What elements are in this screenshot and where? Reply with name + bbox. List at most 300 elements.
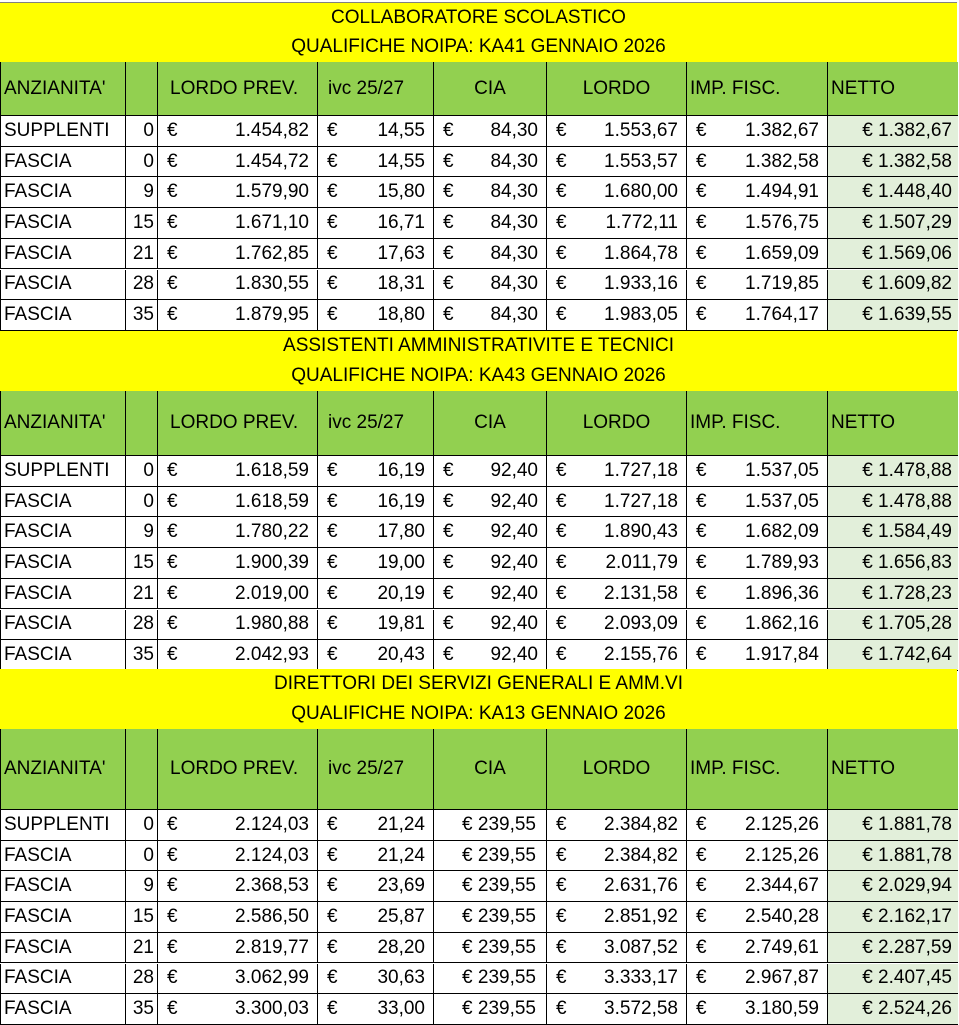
row-years: 9 bbox=[143, 875, 154, 897]
cell bbox=[827, 239, 958, 269]
column-header bbox=[125, 62, 157, 115]
lordo-prev-value: 1.980,88 bbox=[235, 613, 309, 635]
row-years: 0 bbox=[143, 119, 154, 141]
ivc-value: 16,71 bbox=[377, 211, 425, 233]
lordo-value: 2.131,58 bbox=[604, 582, 678, 604]
euro-sign: € bbox=[556, 998, 567, 1020]
cia-value: 92,40 bbox=[490, 582, 538, 604]
column-header bbox=[317, 62, 433, 115]
column-header bbox=[686, 391, 827, 455]
column-header-label: LORDO PREV. bbox=[170, 412, 299, 433]
cell bbox=[686, 548, 827, 578]
cell bbox=[0, 871, 125, 901]
row-years: 35 bbox=[132, 304, 154, 326]
table-row bbox=[0, 810, 958, 841]
euro-sign: € bbox=[327, 304, 338, 326]
column-header bbox=[0, 62, 125, 115]
column-header bbox=[157, 391, 317, 455]
cell bbox=[0, 517, 125, 547]
cell bbox=[686, 270, 827, 300]
euro-sign: € bbox=[696, 242, 707, 264]
column-header bbox=[317, 729, 433, 809]
ivc-value: 14,55 bbox=[377, 119, 425, 141]
lordo-prev-value: 2.019,00 bbox=[235, 582, 309, 604]
lordo-value: 1.727,18 bbox=[604, 459, 678, 481]
cia-value: 92,40 bbox=[490, 613, 538, 635]
cell bbox=[317, 300, 433, 330]
euro-sign: € bbox=[556, 521, 567, 543]
cell bbox=[546, 456, 686, 486]
lordo-value: 2.093,09 bbox=[604, 613, 678, 635]
cia-value: 84,30 bbox=[490, 181, 538, 203]
table-row bbox=[0, 610, 958, 641]
lordo-value: 2.011,79 bbox=[605, 551, 678, 573]
row-label: FASCIA bbox=[4, 211, 72, 233]
column-header bbox=[125, 729, 157, 809]
euro-sign: € bbox=[696, 936, 707, 958]
euro-sign: € bbox=[327, 875, 338, 897]
lordo-value: 2.155,76 bbox=[604, 644, 678, 666]
row-label: FASCIA bbox=[4, 844, 72, 866]
cell bbox=[0, 239, 125, 269]
lordo-prev-value: 1.879,95 bbox=[235, 304, 309, 326]
cell bbox=[125, 487, 157, 517]
ivc-value: 15,80 bbox=[377, 181, 425, 203]
cell bbox=[827, 994, 958, 1024]
cell bbox=[157, 841, 317, 871]
euro-sign: € bbox=[696, 490, 707, 512]
imp-fisc-value: 1.537,05 bbox=[745, 490, 819, 512]
cell bbox=[546, 610, 686, 640]
column-header-label: ivc 25/27 bbox=[328, 412, 405, 433]
euro-sign: € bbox=[327, 905, 338, 927]
table-row bbox=[0, 177, 958, 208]
cell bbox=[317, 517, 433, 547]
ivc-value: 25,87 bbox=[377, 905, 425, 927]
cell bbox=[827, 147, 958, 177]
lordo-prev-value: 2.819,77 bbox=[235, 936, 309, 958]
euro-sign: € bbox=[696, 304, 707, 326]
cell bbox=[827, 548, 958, 578]
cell bbox=[546, 517, 686, 547]
euro-sign: € bbox=[556, 150, 567, 172]
euro-sign: € bbox=[167, 211, 178, 233]
row-years: 9 bbox=[143, 181, 154, 203]
cell bbox=[125, 640, 157, 670]
euro-sign: € bbox=[167, 304, 178, 326]
column-header-row bbox=[0, 391, 958, 456]
row-years: 15 bbox=[132, 211, 154, 233]
row-label: FASCIA bbox=[4, 936, 72, 958]
euro-sign: € bbox=[696, 613, 707, 635]
euro-sign: € bbox=[696, 998, 707, 1020]
section-title-text: COLLABORATORE SCOLASTICO bbox=[331, 7, 626, 28]
ivc-value: 19,00 bbox=[377, 551, 425, 573]
euro-sign: € bbox=[556, 582, 567, 604]
euro-sign: € bbox=[327, 211, 338, 233]
row-label: FASCIA bbox=[4, 644, 72, 666]
cell bbox=[317, 456, 433, 486]
euro-sign: € bbox=[696, 150, 707, 172]
euro-sign: € bbox=[443, 119, 454, 141]
cell bbox=[433, 871, 546, 901]
ivc-value: 16,19 bbox=[377, 490, 425, 512]
cell bbox=[0, 810, 125, 840]
lordo-value: 1.553,57 bbox=[604, 150, 678, 172]
cia-value: 84,30 bbox=[490, 150, 538, 172]
row-years: 9 bbox=[143, 521, 154, 543]
cell bbox=[157, 579, 317, 609]
lordo-prev-value: 1.671,10 bbox=[235, 211, 309, 233]
cell bbox=[0, 300, 125, 330]
column-header-label: LORDO bbox=[582, 412, 651, 433]
column-header bbox=[433, 729, 546, 809]
cell bbox=[0, 147, 125, 177]
euro-sign: € bbox=[696, 582, 707, 604]
netto-value: € 1.382,58 bbox=[862, 150, 952, 172]
lordo-value: 1.680,00 bbox=[604, 181, 678, 203]
ivc-value: 28,20 bbox=[377, 936, 425, 958]
table-row bbox=[0, 640, 958, 671]
cell bbox=[686, 147, 827, 177]
euro-sign: € bbox=[696, 813, 707, 835]
cell bbox=[317, 147, 433, 177]
euro-sign: € bbox=[556, 613, 567, 635]
euro-sign: € bbox=[327, 813, 338, 835]
lordo-value: 1.983,05 bbox=[604, 304, 678, 326]
euro-sign: € bbox=[327, 936, 338, 958]
column-header bbox=[125, 391, 157, 455]
cell bbox=[686, 994, 827, 1024]
cell bbox=[157, 902, 317, 932]
column-header-label: IMP. FISC. bbox=[690, 412, 781, 433]
cell bbox=[827, 177, 958, 207]
ivc-value: 33,00 bbox=[377, 998, 425, 1020]
column-header bbox=[686, 62, 827, 115]
column-header-label: CIA bbox=[474, 758, 506, 779]
ivc-value: 18,80 bbox=[377, 304, 425, 326]
netto-value: € 2.287,59 bbox=[862, 936, 952, 958]
table-row bbox=[0, 964, 958, 995]
lordo-prev-value: 2.586,50 bbox=[235, 905, 309, 927]
euro-sign: € bbox=[327, 582, 338, 604]
row-label: FASCIA bbox=[4, 905, 72, 927]
netto-value: € 1.382,67 bbox=[862, 119, 952, 141]
cell bbox=[157, 208, 317, 238]
euro-sign: € bbox=[443, 304, 454, 326]
cell bbox=[686, 239, 827, 269]
cell bbox=[157, 810, 317, 840]
euro-sign: € bbox=[327, 490, 338, 512]
row-years: 0 bbox=[143, 844, 154, 866]
euro-sign: € bbox=[556, 844, 567, 866]
cell bbox=[125, 933, 157, 963]
cell bbox=[317, 487, 433, 517]
row-label: FASCIA bbox=[4, 875, 72, 897]
euro-sign: € bbox=[696, 844, 707, 866]
cell bbox=[125, 300, 157, 330]
cia-value: € 239,55 bbox=[462, 813, 536, 835]
cell bbox=[0, 640, 125, 670]
euro-sign: € bbox=[327, 998, 338, 1020]
table-row bbox=[0, 487, 958, 518]
euro-sign: € bbox=[327, 644, 338, 666]
cell bbox=[433, 841, 546, 871]
cell bbox=[317, 933, 433, 963]
imp-fisc-value: 1.789,93 bbox=[745, 551, 819, 573]
column-header bbox=[433, 62, 546, 115]
row-years: 0 bbox=[143, 813, 154, 835]
cell bbox=[125, 177, 157, 207]
imp-fisc-value: 2.540,28 bbox=[745, 905, 819, 927]
column-header-label: ANZIANITA' bbox=[4, 758, 106, 779]
cell bbox=[157, 177, 317, 207]
euro-sign: € bbox=[327, 521, 338, 543]
imp-fisc-value: 1.862,16 bbox=[745, 613, 819, 635]
euro-sign: € bbox=[696, 211, 707, 233]
lordo-prev-value: 1.618,59 bbox=[235, 490, 309, 512]
column-header-label: ANZIANITA' bbox=[4, 77, 106, 99]
cell bbox=[125, 270, 157, 300]
cell bbox=[827, 810, 958, 840]
cell bbox=[686, 871, 827, 901]
cell bbox=[0, 964, 125, 994]
netto-value: € 2.162,17 bbox=[862, 905, 952, 927]
euro-sign: € bbox=[167, 936, 178, 958]
netto-value: € 1.881,78 bbox=[862, 813, 952, 835]
imp-fisc-value: 2.749,61 bbox=[745, 936, 819, 958]
cell bbox=[125, 902, 157, 932]
cell bbox=[433, 640, 546, 670]
cell bbox=[317, 871, 433, 901]
cell bbox=[0, 487, 125, 517]
cell bbox=[686, 517, 827, 547]
imp-fisc-value: 1.896,36 bbox=[745, 582, 819, 604]
euro-sign: € bbox=[443, 490, 454, 512]
netto-value: € 1.656,83 bbox=[862, 551, 952, 573]
cell bbox=[686, 116, 827, 146]
imp-fisc-value: 1.917,84 bbox=[745, 644, 819, 666]
lordo-value: 2.851,92 bbox=[604, 905, 678, 927]
cell bbox=[157, 487, 317, 517]
row-label: FASCIA bbox=[4, 150, 72, 172]
euro-sign: € bbox=[443, 613, 454, 635]
cia-value: 84,30 bbox=[490, 242, 538, 264]
table-row bbox=[0, 871, 958, 902]
cell bbox=[317, 841, 433, 871]
table-row bbox=[0, 300, 958, 331]
cia-value: 92,40 bbox=[490, 644, 538, 666]
cell bbox=[0, 994, 125, 1024]
cell bbox=[546, 239, 686, 269]
section-subtitle-text: QUALIFICHE NOIPA: KA41 GENNAIO 2026 bbox=[291, 36, 666, 57]
table-row bbox=[0, 933, 958, 964]
euro-sign: € bbox=[556, 459, 567, 481]
cell bbox=[317, 902, 433, 932]
euro-sign: € bbox=[327, 119, 338, 141]
row-label: FASCIA bbox=[4, 967, 72, 989]
euro-sign: € bbox=[556, 905, 567, 927]
euro-sign: € bbox=[696, 119, 707, 141]
section-subtitle-text: QUALIFICHE NOIPA: KA43 GENNAIO 2026 bbox=[291, 365, 666, 386]
cia-value: € 239,55 bbox=[462, 936, 536, 958]
imp-fisc-value: 2.125,26 bbox=[745, 844, 819, 866]
row-years: 15 bbox=[132, 551, 154, 573]
column-header-label: NETTO bbox=[831, 77, 896, 99]
cell bbox=[433, 994, 546, 1024]
cia-value: 84,30 bbox=[490, 211, 538, 233]
lordo-prev-value: 1.454,72 bbox=[235, 150, 309, 172]
lordo-prev-value: 2.124,03 bbox=[235, 844, 309, 866]
cell bbox=[125, 610, 157, 640]
cell bbox=[686, 208, 827, 238]
euro-sign: € bbox=[167, 813, 178, 835]
imp-fisc-value: 3.180,59 bbox=[745, 998, 819, 1020]
cell bbox=[0, 933, 125, 963]
lordo-prev-value: 1.618,59 bbox=[235, 459, 309, 481]
row-years: 0 bbox=[143, 150, 154, 172]
cell bbox=[827, 933, 958, 963]
ivc-value: 19,81 bbox=[377, 613, 425, 635]
imp-fisc-value: 2.125,26 bbox=[745, 813, 819, 835]
ivc-value: 17,63 bbox=[377, 242, 425, 264]
cell bbox=[827, 116, 958, 146]
imp-fisc-value: 1.382,58 bbox=[745, 150, 819, 172]
cell bbox=[317, 964, 433, 994]
column-header-label: CIA bbox=[474, 412, 506, 433]
column-header bbox=[157, 729, 317, 809]
cell bbox=[157, 964, 317, 994]
cell bbox=[125, 579, 157, 609]
column-header bbox=[317, 391, 433, 455]
lordo-prev-value: 1.762,85 bbox=[235, 242, 309, 264]
column-header-label: LORDO PREV. bbox=[170, 758, 299, 779]
euro-sign: € bbox=[327, 459, 338, 481]
cell bbox=[0, 177, 125, 207]
cell bbox=[157, 517, 317, 547]
imp-fisc-value: 1.382,67 bbox=[745, 119, 819, 141]
ivc-value: 21,24 bbox=[377, 844, 425, 866]
cell bbox=[827, 902, 958, 932]
cell bbox=[686, 841, 827, 871]
column-header-label: IMP. FISC. bbox=[690, 77, 781, 99]
cell bbox=[125, 456, 157, 486]
cell bbox=[433, 147, 546, 177]
imp-fisc-value: 1.659,09 bbox=[745, 242, 819, 264]
cell bbox=[317, 579, 433, 609]
cell bbox=[125, 871, 157, 901]
euro-sign: € bbox=[327, 844, 338, 866]
cell bbox=[546, 147, 686, 177]
column-header-label: ANZIANITA' bbox=[4, 412, 106, 433]
column-header-label: IMP. FISC. bbox=[690, 758, 781, 779]
cell bbox=[125, 208, 157, 238]
row-years: 0 bbox=[143, 459, 154, 481]
euro-sign: € bbox=[443, 150, 454, 172]
cell bbox=[546, 640, 686, 670]
euro-sign: € bbox=[167, 967, 178, 989]
cell bbox=[546, 810, 686, 840]
cell bbox=[546, 933, 686, 963]
row-label: FASCIA bbox=[4, 998, 72, 1020]
cell bbox=[0, 208, 125, 238]
cell bbox=[686, 610, 827, 640]
column-header-label: LORDO PREV. bbox=[170, 77, 299, 99]
cell bbox=[157, 610, 317, 640]
euro-sign: € bbox=[443, 211, 454, 233]
lordo-value: 1.890,43 bbox=[604, 521, 678, 543]
euro-sign: € bbox=[327, 273, 338, 295]
row-years: 21 bbox=[132, 582, 154, 604]
cia-value: 92,40 bbox=[490, 521, 538, 543]
cell bbox=[0, 456, 125, 486]
cell bbox=[433, 548, 546, 578]
cell bbox=[157, 933, 317, 963]
column-header-label: LORDO bbox=[582, 77, 651, 99]
cell bbox=[433, 487, 546, 517]
netto-value: € 1.881,78 bbox=[862, 844, 952, 866]
table-row bbox=[0, 116, 958, 147]
cell bbox=[317, 116, 433, 146]
euro-sign: € bbox=[443, 242, 454, 264]
cell bbox=[157, 270, 317, 300]
row-years: 28 bbox=[132, 967, 154, 989]
column-header bbox=[433, 391, 546, 455]
cell bbox=[157, 871, 317, 901]
cell bbox=[546, 964, 686, 994]
ivc-value: 16,19 bbox=[377, 459, 425, 481]
section-title bbox=[0, 2, 957, 34]
imp-fisc-value: 1.537,05 bbox=[745, 459, 819, 481]
row-label: FASCIA bbox=[4, 582, 72, 604]
ivc-value: 21,24 bbox=[377, 813, 425, 835]
cell bbox=[0, 579, 125, 609]
cell bbox=[157, 994, 317, 1024]
cia-value: € 239,55 bbox=[462, 875, 536, 897]
netto-value: € 1.507,29 bbox=[862, 211, 952, 233]
euro-sign: € bbox=[327, 551, 338, 573]
cell bbox=[546, 177, 686, 207]
euro-sign: € bbox=[443, 181, 454, 203]
imp-fisc-value: 1.576,75 bbox=[745, 211, 819, 233]
cell bbox=[317, 610, 433, 640]
lordo-prev-value: 1.579,90 bbox=[235, 181, 309, 203]
section-title-text: DIRETTORI DEI SERVIZI GENERALI E AMM.VI bbox=[274, 673, 683, 694]
cell bbox=[686, 487, 827, 517]
imp-fisc-value: 1.764,17 bbox=[745, 304, 819, 326]
imp-fisc-value: 1.682,09 bbox=[745, 521, 819, 543]
row-label: FASCIA bbox=[4, 304, 72, 326]
euro-sign: € bbox=[327, 150, 338, 172]
cell bbox=[686, 456, 827, 486]
table-row bbox=[0, 579, 958, 610]
column-header-label: ivc 25/27 bbox=[328, 77, 405, 99]
cell bbox=[157, 456, 317, 486]
cell bbox=[433, 517, 546, 547]
imp-fisc-value: 1.719,85 bbox=[745, 273, 819, 295]
euro-sign: € bbox=[327, 613, 338, 635]
lordo-prev-value: 1.900,39 bbox=[235, 551, 309, 573]
euro-sign: € bbox=[167, 242, 178, 264]
lordo-prev-value: 2.124,03 bbox=[235, 813, 309, 835]
row-years: 28 bbox=[132, 613, 154, 635]
cell bbox=[827, 487, 958, 517]
cell bbox=[546, 994, 686, 1024]
lordo-prev-value: 2.042,93 bbox=[235, 644, 309, 666]
row-label: FASCIA bbox=[4, 613, 72, 635]
cell bbox=[0, 116, 125, 146]
euro-sign: € bbox=[327, 181, 338, 203]
